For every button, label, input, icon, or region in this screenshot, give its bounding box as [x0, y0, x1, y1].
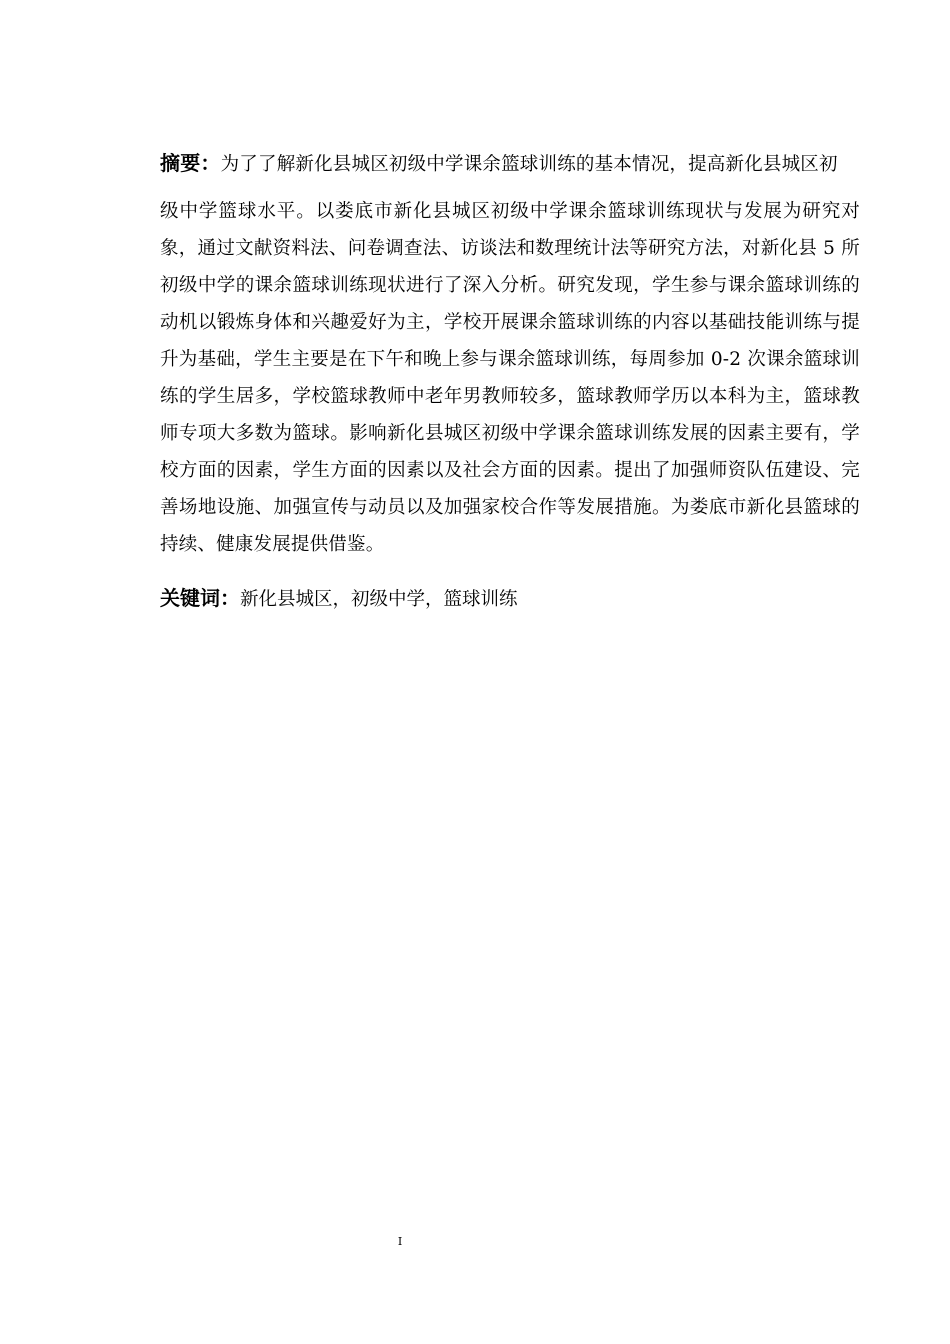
keywords-text: 新化县城区，初级中学，篮球训练 — [240, 589, 518, 610]
page-number: I — [397, 1235, 403, 1248]
abstract-label: 摘要： — [160, 151, 221, 175]
abstract-first-line-text: 为了了解新化县城区初级中学课余篮球训练的基本情况，提高新化县城区初 — [220, 154, 838, 175]
keywords-paragraph — [160, 580, 860, 618]
abstract-paragraph — [160, 143, 860, 563]
abstract-body-text: 级中学篮球水平。以娄底市新化县城区初级中学课余篮球训练现状与发展为研究对象，通过文献资料法、问卷调查法、访谈法和数理统计法等研究方法，对新化县 5 所初级中学的课余篮球训练现状进行了深入分析。研究发现，学生参与课余篮球训练的动机以锻炼身体和兴趣爱好为主，学校开展课余篮球训练的内容以基础技能训练与提升为基础，学生主要是在下午和晚上参与课余篮球训练，每周参加 0-2 次课余篮球训练的学生居多，学校篮球教师中老年男教师较多，篮球教师学历以本科为主，篮球教师专项大多数为篮球。影响新化县城区初级中学课余篮球训练发展的因素主要有，学校方面的因素，学生方面的因素以及社会方面的因素。提出了加强师资队伍建设、完善场地设施、加强宣传与动员以及加强家校合作等发展措施。为娄底市新化县篮球的持续、健康发展提供借鉴。 — [160, 201, 860, 555]
abstract-first-line — [160, 143, 860, 185]
keywords-label: 关键词： — [160, 586, 240, 610]
